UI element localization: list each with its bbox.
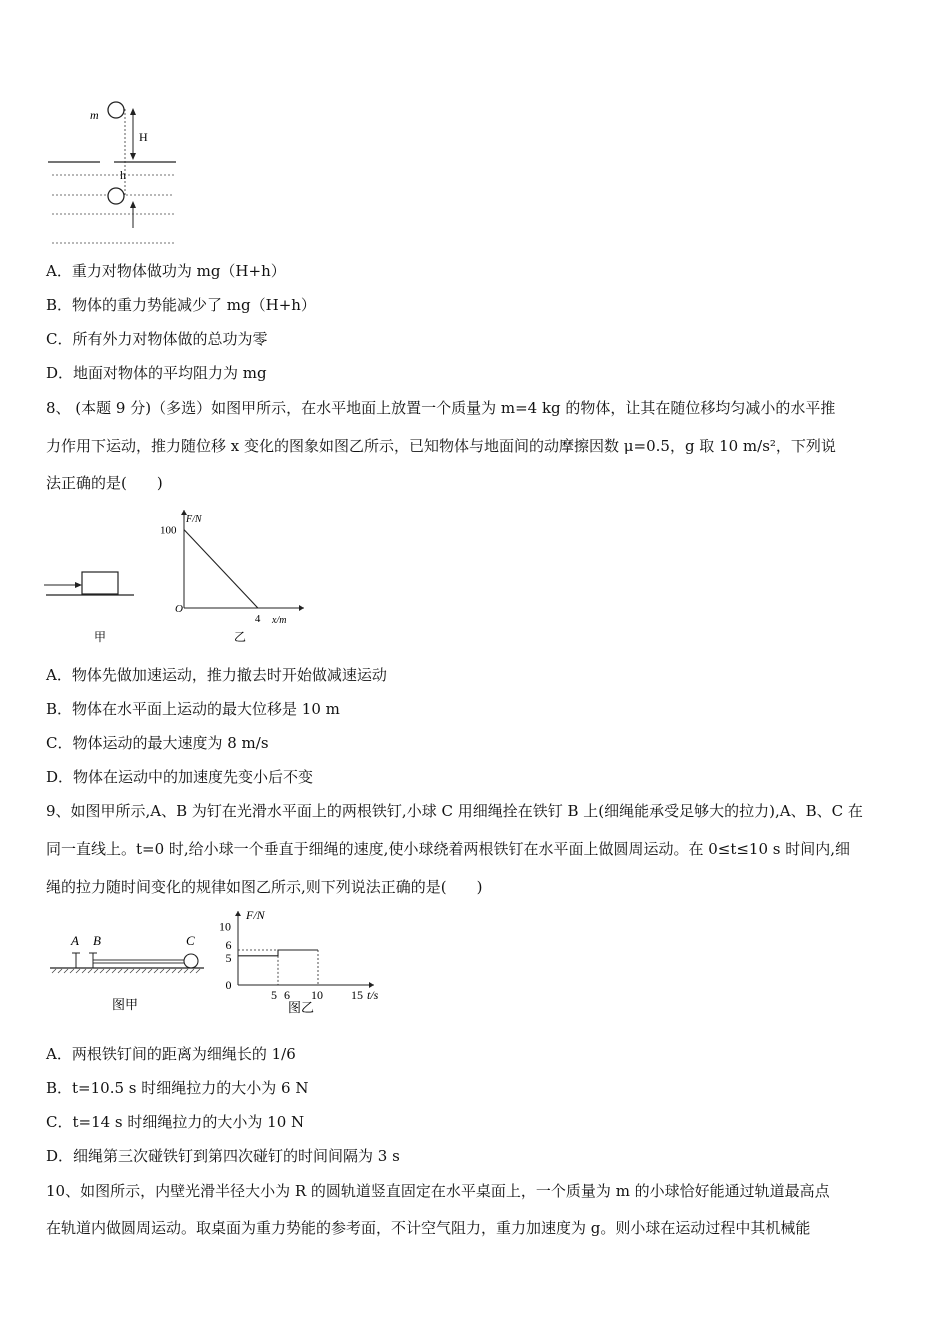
q8-option-d: D．物体在运动中的加速度先变小后不变 <box>46 768 314 786</box>
q9-option-a: A．两根铁钉间的距离为细绳长的 1/6 <box>46 1045 296 1063</box>
q9-fig-a-caption: 图甲 <box>112 997 139 1012</box>
q8-x-tick-4: 4 <box>254 613 261 625</box>
q9-y-axis-label: F/N <box>246 908 265 922</box>
q8-figure-a <box>44 565 139 650</box>
q8-block <box>82 572 118 594</box>
q8-option-a: A．物体先做加速运动，推力撤去时开始做减速运动 <box>46 666 387 684</box>
q9-ball <box>184 954 198 968</box>
q9-x-axis-label: t/s <box>367 988 379 1002</box>
q8-y-axis-label: F/N <box>186 514 202 525</box>
q9-label-b: B <box>93 933 101 948</box>
q9-figure-a <box>44 925 209 1015</box>
q7-ball-bottom <box>108 188 124 204</box>
q7-H-label: H <box>139 130 148 144</box>
q8-x-axis-arrow <box>299 605 304 611</box>
q8-y-tick-100: 100 <box>160 524 177 537</box>
q8-force-line <box>184 530 258 608</box>
q9-y-tick-5: 5 <box>225 950 232 965</box>
q9-y-axis-arrow <box>235 911 241 916</box>
q9-rope <box>93 960 185 963</box>
q10-stem-line-1: 10、如图所示，内壁光滑半径大小为 R 的圆轨道竖直固定在水平桌面上，一个质量为 m 的小球恰好能通过轨道最高点 <box>46 1182 830 1200</box>
q9-stem-line-1: 9、如图甲所示,A、B 为钉在光滑水平面上的两根铁钉,小球 C 用细绳拴在铁钉 B 上(细绳能承受足够大的拉力),A、B、C 在 <box>46 802 863 820</box>
q7-option-b: B．物体的重力势能减少了 mg（H+h） <box>46 296 316 314</box>
q7-option-c: C．所有外力对物体做的总功为零 <box>46 330 268 348</box>
q9-x-tick-15: 15 <box>351 988 363 1002</box>
q9-option-d: D．细绳第三次碰铁钉到第四次碰钉的时间间隔为 3 s <box>46 1147 400 1165</box>
q9-stem-line-3: 绳的拉力随时间变化的规律如图乙所示,则下列说法正确的是( ) <box>46 878 483 896</box>
q7-ball-top <box>108 102 124 118</box>
q9-tension-line <box>238 950 318 956</box>
q7-option-a: A．重力对物体做功为 mg（H+h） <box>46 262 286 280</box>
q7-option-d: D．地面对物体的平均阻力为 mg <box>46 364 267 382</box>
q9-label-a: A <box>71 933 79 948</box>
q9-x-tick-6: 6 <box>284 988 290 1002</box>
q10-stem-line-2: 在轨道内做圆周运动。取桌面为重力势能的参考面，不计空气阻力，重力加速度为 g。则小球在运动过程中其机械能 <box>46 1219 811 1237</box>
q9-stem-line-2: 同一直线上。t=0 时,给小球一个垂直于细绳的速度,使小球绕着两根铁钉在水平面上做圆周运动。在 0≤t≤10 s 时间内,细 <box>46 840 851 858</box>
q7-mass-label: m <box>90 108 99 122</box>
q8-option-b: B．物体在水平面上运动的最大位移是 10 m <box>46 700 340 718</box>
q8-stem-line-3: 法正确的是( ) <box>46 474 163 492</box>
q9-y-tick-10: 10 <box>219 919 231 934</box>
q9-x-tick-10: 10 <box>311 988 323 1002</box>
q9-tension-chart <box>212 905 382 1015</box>
q8-origin-label: O <box>175 603 183 615</box>
q9-x-tick-5: 5 <box>271 988 277 1002</box>
q7-h-label: h <box>120 168 126 182</box>
q9-option-c: C．t=14 s 时细绳拉力的大小为 10 N <box>46 1113 305 1131</box>
q9-y-tick-0: 0 <box>225 978 232 992</box>
q9-label-c: C <box>186 933 195 948</box>
q9-option-b: B．t=10.5 s 时细绳拉力的大小为 6 N <box>46 1079 309 1097</box>
q8-option-c: C．物体运动的最大速度为 8 m/s <box>46 734 269 752</box>
q8-x-axis-label: x/m <box>272 615 287 626</box>
q8-fig-b-caption: 乙 <box>234 630 247 644</box>
q8-fig-a-caption: 甲 <box>94 630 107 644</box>
q8-stem-line-2: 力作用下运动，推力随位移 x 变化的图象如图乙所示，已知物体与地面间的动摩擦因数 μ=0.5，g 取 10 m/s²，下列说 <box>46 437 836 455</box>
q9-y-tick-6: 6 <box>225 938 232 952</box>
q8-stem-line-1: 8、 (本题 9 分)（多选）如图甲所示，在水平地面上放置一个质量为 m=4 kg 的物体，让其在随位移均匀减小的水平推 <box>46 399 836 417</box>
q8-force-chart <box>150 500 310 650</box>
q9-fig-b-caption: 图乙 <box>288 1000 315 1015</box>
q7-figure <box>44 95 184 250</box>
